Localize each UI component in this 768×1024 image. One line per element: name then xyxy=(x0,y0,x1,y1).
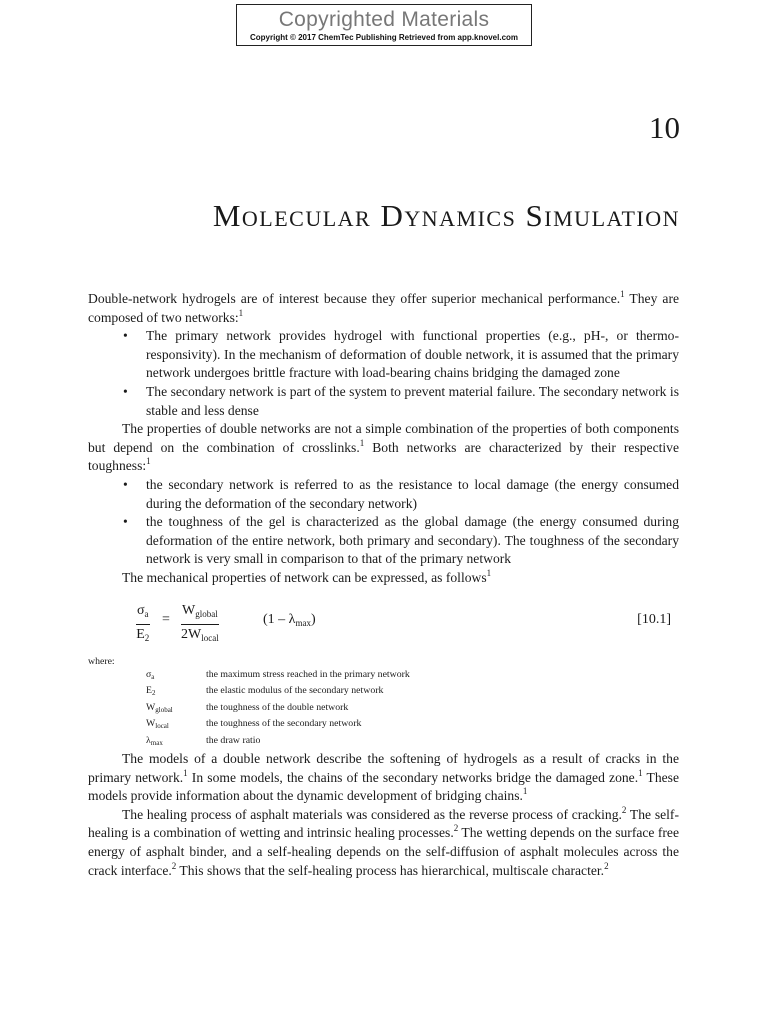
paragraph-models: The models of a double network describe the softening of hydrogels as a result of cracks in the primary network.$^1$ In some models, the chains of the secondary networks bridge the damaged zone.$^1$ These models provide information about the dynamic development of bridging chains.$^1$ xyxy=(88,750,679,804)
paragraph-mechanical: The mechanical properties of network can be expressed, as follows$^1$ xyxy=(122,567,492,585)
equation-10-1 xyxy=(88,600,679,652)
definition-row: $E_2$ the elastic modulus of the secondary network xyxy=(146,685,384,698)
stamp-title: Copyrighted Materials xyxy=(278,8,490,31)
stamp-subtitle: Copyright © 2017 ChemTec Publishing Retrieved from app.knovel.com xyxy=(249,33,519,42)
citation-ref: 1 xyxy=(238,307,244,318)
citation-ref: 2 xyxy=(171,860,177,871)
citation-ref: 1 xyxy=(146,456,151,467)
list-item: • the secondary network is referred to as the resistance to local damage (the energy consumed during the deformation of the secondary network) xyxy=(88,476,679,513)
list-item: • The primary network provides hydrogel with functional properties (e.g., pH-, or thermo-responsivity). In the mechanism of deformation of double network, it is assumed that the primary network undergoes brittle fracture with load-bearing chains bridging the damaged zone xyxy=(88,327,679,383)
variable-definitions xyxy=(88,655,679,750)
paragraph-healing: The healing process of asphalt materials was considered as the reverse process of cracking.$^2$ The self-healing is a combination of wetting and intrinsic healing processes.$^2$ The wetting depends on the surface free energy of asphalt binder, and a self-healing depends on the self-diffusion of asphalt molecules across the crack interface.$^2$ This shows that the self-healing process has hierarchical, multiscale character.$^2$ xyxy=(88,804,679,878)
definition-row: $\sigma_a$ the maximum stress reached in the primary network xyxy=(146,668,410,681)
definition-row: $\lambda_{max}$ the draw ratio xyxy=(146,734,261,747)
chapter-title: Molecular Dynamics Simulation xyxy=(212,198,680,233)
equation-tail: $(1 - \lambda_{max})$ xyxy=(263,611,316,628)
list-item: • The secondary network is part of the system to prevent material failure. The secondary network is stable and less dense xyxy=(88,383,679,420)
citation-ref: 2 xyxy=(621,804,627,815)
citation-ref: 1 xyxy=(359,437,365,448)
citation-ref: 1 xyxy=(183,767,188,778)
citation-ref: 2 xyxy=(604,860,609,871)
list-item: • the toughness of the gel is characterized as the global damage (the energy consumed during deformation of the entire network, both primary and secondary). The toughness of the secondary network is very small in comparison to that of the primary network xyxy=(88,513,679,569)
paragraph-crosslinks: The properties of double networks are not a simple combination of the properties of both components but depend on the combination of crosslinks.$^1$ Both networks are characterized by their respective toughness:$^1$ xyxy=(88,421,679,474)
equation-lhs-fraction: $\frac{\sigma_a}{E_2}$ xyxy=(136,602,150,643)
where-label: where: xyxy=(88,655,115,667)
chapter-number: 10 xyxy=(649,110,680,145)
equals-sign: = xyxy=(162,611,170,627)
citation-ref: 1 xyxy=(486,567,492,578)
citation-ref: 1 xyxy=(638,767,643,778)
definition-row: $W_{local}$ the toughness of the secondary network xyxy=(146,718,362,731)
citation-ref: 1 xyxy=(620,289,625,299)
equation-rhs-fraction: $W_{global}$ $2W_{local}$ xyxy=(181,602,219,643)
toughness-list xyxy=(88,476,679,569)
page-body xyxy=(88,290,679,880)
intro-paragraph: Double-network hydrogels are of interest because they offer superior mechanical performance.$^1$ They are composed of two networks:$^1$ xyxy=(88,289,680,325)
network-list xyxy=(88,327,679,420)
citation-ref: 2 xyxy=(453,823,459,834)
equation-number: [10.1] xyxy=(637,611,671,627)
definition-row: $W_{global}$ the toughness of the double network xyxy=(146,701,349,714)
citation-ref: 1 xyxy=(522,786,528,797)
copyright-stamp xyxy=(236,4,532,46)
